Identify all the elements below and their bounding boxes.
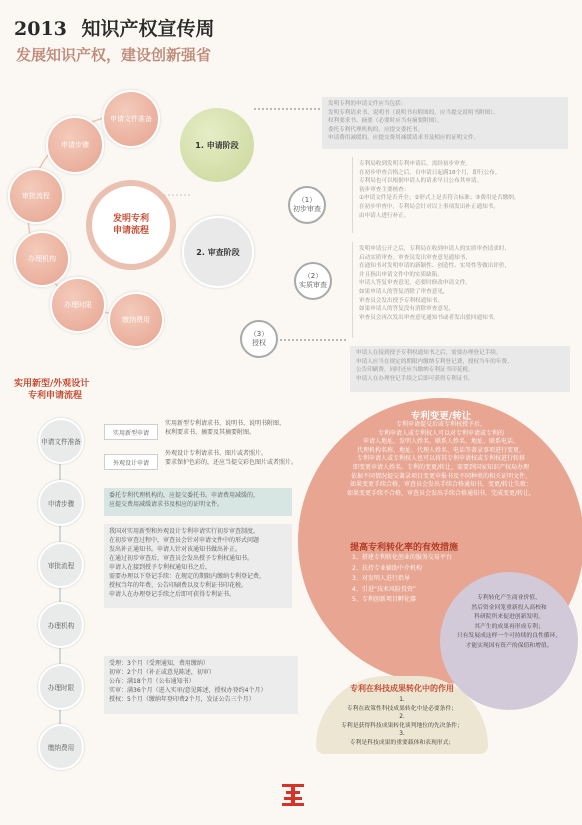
sub1-name: 初步审查 (293, 205, 321, 213)
invention-center-line2: 申请流程 (112, 226, 149, 236)
role-line: 专利在政策性科技成果转化中是必要条件； (346, 705, 458, 712)
value-line: 科研院所来促进创新发明， (474, 614, 544, 620)
utility-doc-label (104, 424, 158, 440)
utility-title-line2: 专利申请流程 (28, 391, 83, 401)
role-line: 2. (399, 714, 405, 721)
utility-time-line: 公布：满18个月（公布通知书） (109, 678, 195, 685)
stage-apply-line: 权利要求书、摘要（必要时应当有摘要附图）， (328, 118, 443, 125)
stage-apply-line: 委托专利代理机构的，应提交委托书。 (328, 126, 424, 133)
change-title: 专利变更/转让 (410, 411, 472, 422)
invention-step-apply-label: 申请步骤 (61, 141, 89, 149)
sub2-text (352, 242, 570, 338)
change-line: 申请人地址、发明人姓名、联系人姓名、地址、联系电话、 (362, 438, 519, 446)
utility-review-line: 申请人在办理登记手续之后即可获得专利证书。 (109, 591, 236, 598)
utility-review-text (104, 524, 292, 608)
utility-apply-line: 委托专利代理机构的，应提交委托书。申请费用减缓的， (109, 492, 260, 499)
utility-step-docs[interactable] (38, 418, 84, 464)
change-line: 专利申请人或专利权人也可以将其专利申请权或专利权进行转移 (356, 455, 525, 463)
utility-time-line: 初审：2个月（补正或意见陈述，初审） (109, 669, 215, 676)
design-doc-label (104, 454, 158, 470)
invention-step-agency-label: 办理机构 (28, 255, 56, 263)
utility-doc-text (160, 416, 302, 444)
invention-step-docs-label: 申请文件准备 (110, 115, 152, 123)
role-title: 专利在科技成果转化中的作用 (350, 684, 454, 693)
utility-step-apply[interactable] (38, 480, 84, 526)
utility-apply-text (104, 488, 292, 516)
change-line: 专利申请提交后或专利权授予后， (395, 421, 486, 428)
design-doc-line: 外观设计专利请求书、图片或者照片。 (165, 450, 268, 457)
role-line: 专利是获得科技成果转化谈判地位的先决条件； (341, 722, 463, 729)
utility-review-line: 需要办理以下登记手续：在规定的期限内缴纳专利登记费， (109, 573, 266, 580)
change-line: 依据不同情况提交著录项目变更申报书及不同种类的相关证明文件， (350, 472, 531, 480)
utility-time-line: 授权：5个月（缴纳年登印费2个月，发证公告三个月） (109, 696, 255, 703)
stage-review-sub3[interactable] (240, 320, 278, 358)
change-line: 如果变更手续不合格，审查员会发出手续合格通知书，完成变更/转让。 (346, 489, 536, 497)
sub2-line: 如果申请人的答复没有消除审查意见， (359, 306, 455, 313)
invention-step-review-label: 审批流程 (22, 192, 50, 200)
sub3-connector (280, 339, 346, 341)
invention-center (86, 180, 176, 270)
utility-review-line: 在初步审查过程中，审查员会针对申请文件中的形式问题 (109, 537, 260, 544)
invention-step-docs[interactable] (102, 90, 160, 148)
sub1-line: 专利局也可以根据申请人的请求早日公布其申请。 (359, 178, 483, 185)
ip-logo-icon (280, 782, 306, 808)
invention-step-fee[interactable] (108, 292, 164, 348)
utility-step-apply-label: 申请步骤 (47, 500, 75, 508)
utility-step-fee[interactable] (38, 724, 84, 770)
utility-title-line1: 实用新型/外观设计 (14, 379, 90, 389)
stage-apply-line: 申请费用减缓的，应提交费用减缓请求书及相应的证明文件。 (328, 135, 480, 142)
page-title (14, 14, 215, 41)
utility-step-time-label: 办理时限 (47, 684, 75, 692)
sub1-line: 在初步审查合格之后，自申请日起满18个月，即行公布。 (359, 169, 501, 176)
utility-doc-label-text: 实用新型申请 (112, 429, 149, 437)
change-line: 代理机构名称、地址、代理人姓名、电话等著录事项进行变更， (356, 446, 525, 454)
sub1-num: （1） (297, 196, 317, 204)
stage-review-sub2[interactable] (294, 262, 332, 300)
utility-step-fee-label: 缴纳费用 (47, 744, 75, 752)
value-line: 专利转化产生商业价值， (477, 595, 541, 601)
sub1-line: ①申请文件是否齐全；②形式上是否符合标准；③费用是否缴纳。 (359, 195, 520, 202)
utility-apply-line: 应提交费用减缓请求书及相应的证明文件。 (109, 501, 224, 508)
utility-time-text (104, 656, 298, 714)
change-line: 如果变更手续合格，审查员会发出手续合格通知书，变更/转让失败： (349, 481, 533, 489)
invention-step-time[interactable] (50, 277, 106, 333)
utility-review-line: 在通过初步审查后，审查员会发出授予专利权通知书。 (109, 555, 254, 562)
role-line: 专利是科技成果的重要载体和表现形式； (349, 739, 455, 746)
utility-title (14, 378, 89, 402)
sub3-num: （3） (249, 330, 269, 338)
design-doc-line: 要求保护色彩的，还应当提交彩色图片或者照片。 (165, 459, 298, 466)
sub2-line: 发明申请公开之后，专利局在收到申请人的实质审查请求时， (359, 246, 511, 252)
sub1-line: 专利局收到发明专利申请后，需经初步审查。 (359, 161, 471, 167)
utility-doc-line: 权利要求书、摘要及其摘要附图。 (165, 429, 256, 436)
invention-step-fee-label: 缴纳费用 (122, 316, 150, 324)
stage-apply-line: 发明专利请求书、说明书（说明书有附图的，应当提交说明书附图）、 (328, 109, 499, 116)
invention-step-time-label: 办理时限 (64, 301, 92, 309)
sub2-line: 并且指出申请文件中的实质缺陷。 (359, 271, 443, 278)
sub1-text (352, 157, 570, 233)
stage-apply[interactable] (180, 108, 254, 182)
sub2-line: 审查员会发出授予专利权通知书。 (359, 297, 443, 304)
stage-apply-line: 发明专利的申请文件应当包括： (328, 101, 407, 107)
value-line: 只有发展成这样一个可持续的良性循环， (456, 633, 562, 639)
stage-apply-label: 1. 申请阶段 (195, 140, 239, 150)
utility-time-line: 实审：满36个月（进入实审/意见陈述，授权办登约4个月） (109, 687, 267, 694)
utility-review-line: 发出补正通知书。申请人针对该通知书做出补正。 (109, 546, 242, 553)
role-text (316, 696, 488, 748)
invention-center-line1: 发明专利 (112, 214, 149, 224)
stage-review-sub1[interactable] (288, 186, 326, 224)
utility-time-line: 受理：3个月（受理通知，费用缴纳） (109, 660, 209, 667)
title-year: 2013 (14, 18, 67, 40)
sub1-line: 在初步审查中，专利局会针对以上事项发出补正通知书， (359, 203, 499, 210)
utility-step-agency-label: 办理机构 (47, 622, 75, 630)
invention-step-review[interactable] (8, 168, 64, 224)
measures-title: 提高专利转化率的有效措施 (350, 543, 459, 553)
sub2-num: （2） (303, 272, 323, 280)
value-line: 其产生的成果再形成专利； (474, 623, 544, 630)
stage-apply-text (322, 97, 568, 149)
value-text (444, 594, 574, 651)
sub3-line: 申请人在办理登记手续之后即可获得专利证书。 (356, 375, 474, 382)
sub3-name: 授权 (252, 339, 266, 347)
utility-review-line: 我国对实用新型和外观设计专利申请实行初步审查制度。 (109, 528, 260, 535)
value-line: 然后资金回笼重新投入高校和 (471, 604, 547, 611)
change-line: 专利申请人或专利权人可以对专利申请或专利的 (377, 429, 504, 437)
sub2-name: 实质审查 (299, 281, 327, 289)
sub1-line: 初步审查主要核查： (359, 186, 410, 193)
utility-step-time[interactable] (38, 664, 84, 710)
change-text (318, 421, 564, 498)
sub2-line: 审查员会再次发出审查意见通知书或者发出驳回通知书。 (359, 314, 499, 321)
sub1-line: 由申请人进行补正。 (359, 212, 410, 219)
design-doc-text (160, 446, 318, 474)
utility-review-line: 授权当年的年费、公告印刷费以及专利证书印花税。 (109, 582, 248, 589)
measures-item: 5、专利创新项目孵化器 (352, 596, 416, 603)
measures-item: 2、扶持专业辅助中介机构 (352, 564, 422, 572)
measures-item: 1、搭建专利转化创业的服务交易平台 (352, 554, 452, 561)
utility-doc-line: 实用新型专利请求书、说明书、说明书附图、 (165, 420, 286, 427)
utility-step-agency[interactable] (38, 602, 84, 648)
value-line: 才能实现国有资产的保值和增值。 (465, 642, 553, 649)
sub2-line: 申请人答复审查意见，必要时修改申请文件。 (359, 280, 471, 287)
role-line: 1. (399, 697, 405, 703)
stage-apply-connector (254, 108, 320, 110)
utility-review-line: 申请人在接到授予专利权通知书之后， (109, 564, 212, 571)
design-doc-label-text: 外观设计申请 (112, 459, 149, 467)
invention-step-apply[interactable] (46, 116, 104, 174)
sub3-line: 申请人在接到授予专利权通知书之后，需要办理登记手续。 (356, 350, 502, 356)
utility-step-review[interactable] (38, 542, 84, 588)
sub2-line: 如果申请人的答复消除了审查意见， (359, 288, 449, 295)
utility-step-docs-label: 申请文件准备 (41, 438, 81, 446)
utility-step-review-label: 审批流程 (47, 562, 75, 570)
page-subtitle: 发展知识产权，建设创新强省 (16, 46, 212, 64)
sub2-line: 启动实质审查。审查员发出审查意见通知书， (359, 254, 471, 261)
invention-step-agency[interactable] (14, 231, 70, 287)
role-line: 3. (399, 731, 405, 738)
sub2-line: 在通知书对发明申请的新颖性、创造性、实用性等做出评价， (359, 263, 511, 270)
sub3-line: 公告印刷费，同时还应当缴纳专利证书印花税。 (356, 367, 474, 374)
title-text: 知识产权宣传周 (81, 18, 215, 40)
stage-review[interactable] (182, 216, 254, 288)
sub3-text (350, 346, 570, 392)
sub3-line: 申请人应当在规定的期限内缴纳专利登记费，授权当年的年费、 (356, 358, 513, 365)
measures-item: 3、对发明人进行指导 (352, 575, 410, 582)
measures-item: 4、引进“技术风险投资” (352, 585, 417, 593)
stage-review-label: 2. 审查阶段 (196, 247, 240, 257)
change-line: 即变更申请人姓名。专利的变更/转让，需要到国家知识产权局办理 (352, 463, 530, 471)
